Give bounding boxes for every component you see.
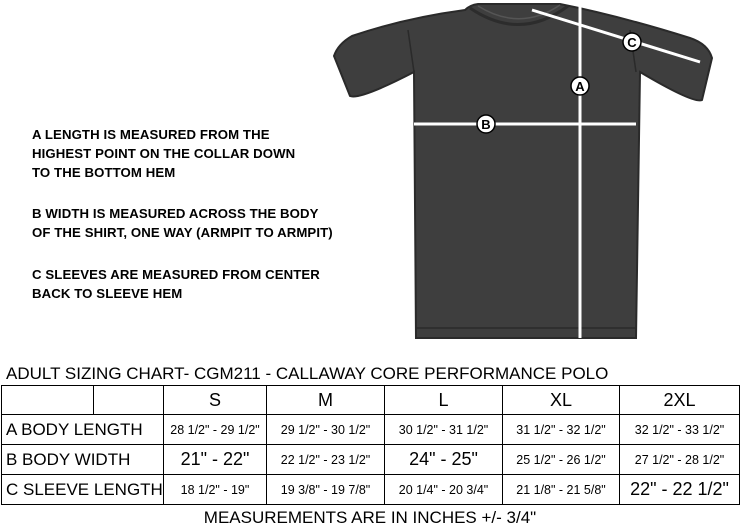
svg-text:B: B [481,117,491,132]
note-line: OF THE SHIRT, ONE WAY (ARMPIT TO ARMPIT) [32,225,333,240]
table-cell: 24" - 25" [385,445,503,475]
header-empty-cell [2,386,94,415]
row-label: B BODY WIDTH [2,445,164,475]
table-row [2,445,740,475]
table-row [2,475,740,505]
note-line: B WIDTH IS MEASURED ACROSS THE BODY [32,206,319,221]
note-length [32,125,295,182]
note-line: HIGHEST POINT ON THE COLLAR DOWN [32,146,296,161]
marker-c [623,33,641,51]
table-cell: 32 1/2" - 33 1/2" [620,415,740,445]
tshirt-shape [334,4,712,338]
header-empty-cell [94,386,164,415]
table-cell: 22 1/2" - 23 1/2" [267,445,385,475]
table-cell: 27 1/2" - 28 1/2" [620,445,740,475]
note-line: TO THE BOTTOM HEM [32,165,176,180]
table-header-row [2,386,740,415]
table-cell: 29 1/2" - 30 1/2" [267,415,385,445]
note-sleeve [32,265,320,303]
marker-b [477,115,495,133]
note-line: A LENGTH IS MEASURED FROM THE [32,127,270,142]
row-label: C SLEEVE LENGTH [2,475,164,505]
size-header: L [385,386,503,415]
svg-text:C: C [627,35,637,50]
sizing-chart-title: ADULT SIZING CHART- CGM211 - CALLAWAY CORE PERFORMANCE POLO [6,364,609,383]
sizing-table [1,385,740,505]
table-row [2,415,740,445]
size-header: XL [503,386,620,415]
table-cell: 22" - 22 1/2" [620,475,740,505]
table-cell: 30 1/2" - 31 1/2" [385,415,503,445]
note-line: C SLEEVES ARE MEASURED FROM CENTER [32,267,320,282]
table-cell: 21" - 22" [164,445,267,475]
table-cell: 21 1/8" - 21 5/8" [503,475,620,505]
measurement-footer: MEASUREMENTS ARE IN INCHES +/- 3/4" [203,508,537,527]
table-cell: 19 3/8" - 19 7/8" [267,475,385,505]
table-cell: 25 1/2" - 26 1/2" [503,445,620,475]
table-cell: 28 1/2" - 29 1/2" [164,415,267,445]
note-line: BACK TO SLEEVE HEM [32,286,183,301]
note-width [32,204,333,242]
size-header: M [267,386,385,415]
table-cell: 20 1/4" - 20 3/4" [385,475,503,505]
marker-a [571,77,589,95]
table-cell: 18 1/2" - 19" [164,475,267,505]
size-header: S [164,386,267,415]
size-header: 2XL [620,386,740,415]
row-label: A BODY LENGTH [2,415,164,445]
svg-text:A: A [575,79,585,94]
table-cell: 31 1/2" - 32 1/2" [503,415,620,445]
